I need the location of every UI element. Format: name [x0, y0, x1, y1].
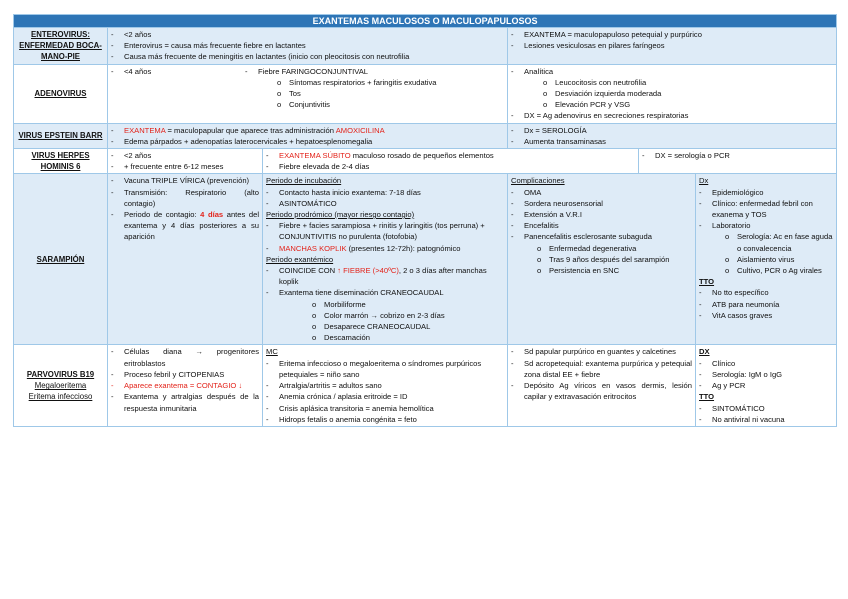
text: (presentes 12-72h): patognómico: [346, 243, 461, 253]
list-item: o Leucocitosis con neutrofilia: [511, 77, 833, 88]
parvovirus-syndromes: [508, 345, 696, 426]
highlight-text: 4 días: [200, 210, 224, 220]
list-item: - Clínico: [699, 358, 833, 369]
list-item: - Serología: IgM o IgG: [699, 369, 833, 380]
section-title: Periodo exantémico: [266, 254, 334, 264]
section-title: Periodo prodrómico (mayor riesgo contagio): [266, 210, 415, 220]
list-item: o Desviación izquierda moderada: [511, 88, 833, 99]
list-item: o Elevación PCR y VSG: [511, 99, 833, 110]
section-title: Periodo de incubación: [266, 176, 342, 186]
text: Periodo de contagio:: [124, 210, 201, 220]
row-header-hhv6: VIRUS HERPES HOMINIS 6: [14, 149, 108, 174]
list-item: - VitA casos graves: [699, 310, 833, 321]
list-item: - Proceso febril y CITOPENIAS: [111, 369, 259, 380]
list-item: - Encefalitis: [511, 220, 692, 231]
hhv6-details: [263, 149, 837, 174]
row-hhv6: [14, 149, 837, 174]
row-header-ebv: VIRUS EPSTEIN BARR: [14, 123, 108, 148]
list-item: - Ag y PCR: [699, 380, 833, 391]
list-item: - <4 años: [111, 66, 239, 77]
highlight-text: EXANTEMA: [124, 125, 166, 135]
list-item: - Fiebre FARINGOCONJUNTIVAL: [245, 66, 504, 77]
list-item: - Exantema y artralgias después de la respuesta inmunitaria: [111, 391, 259, 413]
ebv-details: [108, 123, 508, 148]
list-item: - DX = serología o PCR: [642, 150, 833, 161]
list-item: - Depósito Ag víricos en vasos dermis, lesión capilar y extravasación eritrocitos: [511, 380, 692, 402]
list-item: - DX = Ag adenovirus en secreciones respiratorias: [511, 110, 833, 121]
list-item: o Morbiliforme: [266, 299, 504, 310]
row-adenovirus: [14, 64, 837, 123]
list-item: [266, 265, 504, 287]
list-item: - Clínico: enfermedad febril con exanema y TOS: [699, 198, 833, 220]
text: , 2 o 3 días after manchas koplik: [279, 266, 487, 287]
sarampion-complications: [508, 174, 696, 345]
adenovirus-clinic: [108, 64, 508, 123]
list-item: o Persistencia en SNC: [511, 265, 692, 276]
list-item: - Edema párpados + adenopatías laterocervicales + hepatoesplenomegalia: [111, 136, 504, 147]
list-item: [266, 243, 504, 254]
list-item: [111, 209, 259, 243]
ebv-dx: [508, 123, 837, 148]
row-header-parvovirus: [14, 345, 108, 426]
parvovirus-pathogenesis: [108, 345, 263, 426]
list-item: o Tos: [245, 88, 504, 99]
list-item: - Fiebre elevada de 2-4 días: [266, 161, 635, 172]
row-parvovirus: [14, 345, 837, 426]
table-title: EXANTEMAS MACULOSOS O MACULOPAPULOSOS: [14, 15, 837, 28]
parvovirus-mc: [263, 345, 508, 426]
section-title: Dx: [699, 176, 709, 186]
list-item: - EXANTEMA = maculopapuloso petequial y purpúrico: [511, 29, 833, 40]
list-item: o Color marrón → cobrizo en 2-3 días: [266, 310, 504, 321]
adenovirus-lab: [508, 64, 837, 123]
list-item: - Aumenta transaminasas: [511, 136, 833, 147]
enterovirus-details: [108, 28, 508, 65]
list-item: - Epidemiológico: [699, 187, 833, 198]
list-item: - No antiviral ni vacuna: [699, 414, 833, 425]
list-item: - Aparece exantema = CONTAGIO ↓: [111, 380, 259, 391]
list-item: - Panencefalitis esclerosante subaguda: [511, 231, 692, 242]
list-item: - SINTOMÁTICO: [699, 403, 833, 414]
list-item: - Células diana → progenitores eritroblastos: [111, 346, 259, 368]
list-item: - Extensión a V.R.I: [511, 209, 692, 220]
list-item: - + frecuente entre 6-12 meses: [111, 161, 259, 172]
list-item: o Descamación: [266, 332, 504, 343]
list-item: - Crisis aplásica transitoria = anemia hemolítica: [266, 403, 504, 414]
list-item: [111, 125, 504, 136]
sarampion-prevention: [108, 174, 263, 345]
row-header-sarampion: SARAMPIÓN: [14, 174, 108, 345]
section-title: TTO: [699, 277, 715, 287]
section-title: TTO: [699, 392, 715, 402]
highlight-text: EXANTEMA SÚBITO: [279, 151, 351, 161]
list-item: - Artralgia/artritis = adultos sano: [266, 380, 504, 391]
highlight-text: AMOXICILINA: [335, 125, 385, 135]
list-item: - Contacto hasta inicio exantema: 7-18 días: [266, 187, 504, 198]
list-item: [266, 150, 635, 161]
list-item: - Fiebre + facies sarampiosa + rinitis y laringitis (tos perruna) + CONJUNTIVITIS no purulenta (fotofobia): [266, 220, 504, 242]
list-item: o Serología: Ac en fase aguda o convalecencia: [699, 231, 833, 253]
highlight-text: MANCHAS KOPLIK: [279, 243, 347, 253]
list-item: - No tto específico: [699, 287, 833, 298]
list-item: o Desaparece CRANEOCAUDAL: [266, 321, 504, 332]
summary-sheet: [13, 14, 836, 427]
list-item: - Analítica: [511, 66, 833, 77]
row-header-adenovirus: ADENOVIRUS: [14, 64, 108, 123]
parvovirus-dx: [696, 345, 837, 426]
row-header-enterovirus: ENTEROVIRUS: ENFERMEDAD BOCA-MANO-PIE: [14, 28, 108, 65]
section-title: DX: [699, 347, 710, 357]
list-item: - Laboratorio: [699, 220, 833, 231]
text: = maculopapular que aparece tras administración: [165, 125, 336, 135]
section-title: MC: [266, 347, 278, 357]
sarampion-periods: [263, 174, 508, 345]
list-item: - Dx = SEROLOGÍA: [511, 125, 833, 136]
text: antes del exantema y 4 días posteriores a su aparición: [124, 210, 260, 242]
list-item: - ASINTOMÁTICO: [266, 198, 504, 209]
list-item: o Tras 9 años después del sarampión: [511, 254, 692, 265]
list-item: o Conjuntivitis: [245, 99, 504, 110]
hhv6-age: [108, 149, 263, 174]
list-item: - Sd papular purpúrico en guantes y calcetines: [511, 346, 692, 357]
list-item: - Sd acropetequial: exantema purpúrica y petequial zona distal EE + fiebre: [511, 358, 692, 380]
list-item: o Aislamiento virus: [699, 254, 833, 265]
row-enterovirus: [14, 28, 837, 65]
list-item: - OMA: [511, 187, 692, 198]
list-item: - Causa más frecuente de meningitis en lactantes (inicio con pleocitosis con neutrofilia: [111, 51, 504, 62]
list-item: - Lesiones vesiculosas en pilares faríngeos: [511, 40, 833, 51]
sarampion-dx: [696, 174, 837, 345]
list-item: - Sordera neurosensorial: [511, 198, 692, 209]
list-item: o Síntomas respiratorios + faringitis exudativa: [245, 77, 504, 88]
list-item: - <2 años: [111, 150, 259, 161]
text: maculoso rosado de pequeños elementos: [350, 151, 494, 161]
list-item: - Anemia crónica / aplasia eritroide = ID: [266, 391, 504, 402]
list-item: - Hidrops fetalis o anemia congénita = feto: [266, 414, 504, 425]
list-item: - Exantema tiene diseminación CRANEOCAUDAL: [266, 287, 504, 298]
list-item: - <2 años: [111, 29, 504, 40]
list-item: - ATB para neumonía: [699, 299, 833, 310]
enterovirus-exanthem: [508, 28, 837, 65]
list-item: o Cultivo, PCR o Ag virales: [699, 265, 833, 276]
section-title: Complicaciones: [511, 176, 565, 186]
exanthem-table: [13, 14, 837, 427]
list-item: o Enfermedad degenerativa: [511, 243, 692, 254]
row-header-title: PARVOVIRUS B19: [26, 370, 95, 380]
highlight-text: ↑ FIEBRE (>40ºC): [337, 266, 399, 276]
list-item: - Vacuna TRIPLE VÍRICA (prevención): [111, 175, 259, 186]
list-item: - Transmisión: Respiratorio (alto contagio): [111, 187, 259, 209]
row-sarampion: [14, 174, 837, 345]
row-ebv: [14, 123, 837, 148]
list-item: - Eritema infeccioso o megaloeritema o síndromes purpúricos petequiales = niño sano: [266, 358, 504, 380]
list-item: - Enterovirus = causa más frecuente fiebre en lactantes: [111, 40, 504, 51]
row-header-subtitle: Eritema infeccioso: [28, 392, 93, 402]
row-header-subtitle: Megaloeritema: [34, 381, 87, 391]
text: COINCIDE CON: [279, 266, 338, 276]
